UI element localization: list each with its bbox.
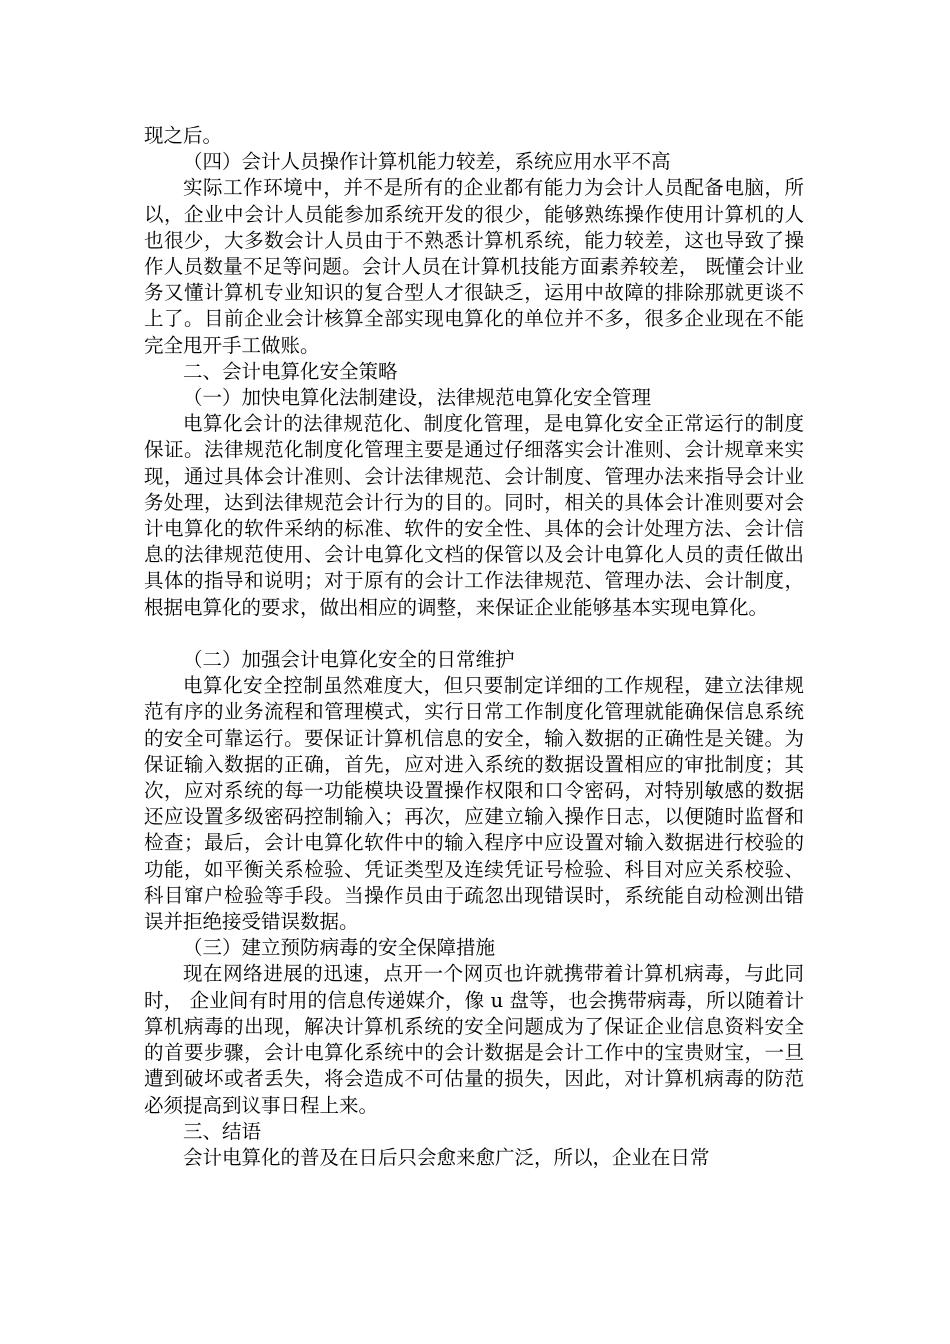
section-subheading-3: （三）建立预防病毒的安全保障措施 [183,936,496,960]
section-subheading-4: （四）会计人员操作计算机能力较差，系统应用水平不高 [183,150,671,174]
document-body [144,123,804,1171]
paragraph-body: 电算化会计的法律规范化、制度化管理，是电算化安全正常运行的制度保证。法律规范化制度化管理主要是通过仔细落实会计准则、会计规章来实现，通过具体会计准则、会计法律规范、会计制度、管理办法来指导会计业务处理，达到法律规范会计行为的目的。同时，相关的具体会计准则要对会计电算化的软件采纳的标准、软件的安全性、具体的会计处理方法、会计信息的法律规范使用、会计电算化文档的保管以及会计电算化人员的责任做出具体的指导和说明；对于原有的会计工作法律规范、管理办法、会计制度，根据电算化的要求，做出相应的调整，来保证企业能够基本实现电算化。 [144,412,804,619]
section-heading-2: 二、会计电算化安全策略 [183,359,398,383]
paragraph-gap [144,621,804,647]
paragraph-body: 实际工作环境中，并不是所有的企业都有能力为会计人员配备电脑，所以，企业中会计人员能参加系统开发的很少，能够熟练操作使用计算机的人也很少，大多数会计人员由于不熟悉计算机系统，能力较差，这也导致了操作人员数量不足等问题。会计人员在计算机技能方面素养较差， 既懂会计业务又懂计算机专业知识的复合型人才很缺乏，运用中故障的排除那就更谈不上了。目前企业会计核算全部实现电算化的单位并不多，很多企业现在不能完全甩开手工做账。 [144,176,804,357]
paragraph-body: 会计电算化的普及在日后只会愈来愈广泛，所以，企业在日常 [183,1145,710,1169]
paragraph-body: 电算化安全控制虽然难度大，但只要制定详细的工作规程，建立法律规范有序的业务流程和管理模式，实行日常工作制度化管理就能确保信息系统的安全可靠运行。要保证计算机信息的安全，输入数据的正确性是关键。为保证输入数据的正确，首先，应对进入系统的数据设置相应的审批制度；其次，应对系统的每一功能模块设置操作权限和口令密码，对特别敏感的数据还应设置多级密码控制输入；再次，应建立输入操作日志，以便随时监督和检查；最后，会计电算化软件中的输入程序中应设置对输入数据进行校验的功能，如平衡关系检验、凭证类型及连续凭证号检验、科目对应关系校验、科目窜户检验等手段。当操作员由于疏忽出现错误时，系统能自动检测出错误并拒绝接受错误数据。 [144,674,804,934]
section-subheading-1: （一）加快电算化法制建设，法律规范电算化安全管理 [183,386,652,410]
paragraph-continued: 现之后。 [144,124,223,147]
paragraph-body: 现在网络进展的迅速，点开一个网页也许就携带着计算机病毒，与此同时， 企业间有时用的信息传递媒介，像 u 盘等，也会携带病毒，所以随着计算机病毒的出现，解决计算机系统的安全问题成为了保证企业信息资料安全的首要步骤，会计电算化系统中的会计数据是会计工作中的宝贵财宝，一旦遭到破坏或者丢失，将会造成不可估量的损失，因此，对计算机病毒的防范必须提高到议事日程上来。 [144,962,804,1117]
section-subheading-2: （二）加强会计电算化安全的日常维护 [183,648,515,672]
section-heading-3: 三、结语 [183,1119,262,1143]
